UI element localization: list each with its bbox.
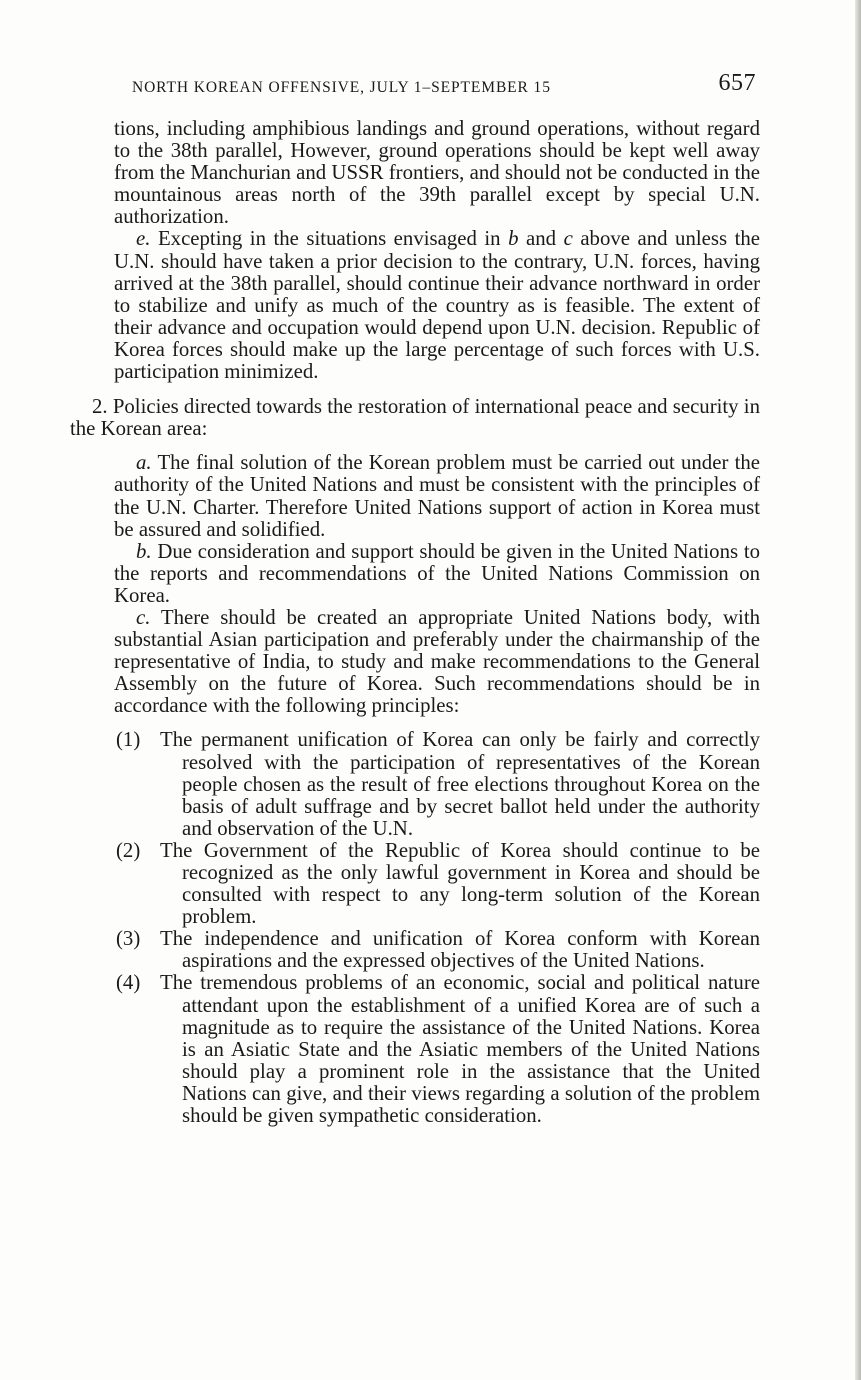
principle-item — [116, 838, 760, 929]
principle-text: The independence and unification of Korea conform with Korean aspirations and the expressed objectives of the United Nations. — [160, 927, 760, 973]
sub-item-a-text: The final solution of the Korean problem must be carried out under the authority of the United Nations and must be consistent with the principles of the U.N. Charter. Therefore United Nations support of action in Korea must be assured and solidified. — [114, 451, 760, 541]
page-number: 657 — [718, 70, 756, 96]
principles-list — [70, 729, 760, 1127]
sub-item-c-text: There should be created an appropriate United Nations body, with substantial Asian participation and preferably under the chairmanship of the representative of India, to study and make recommendations to the General Assembly on the future of Korea. Such recommendations should be in accordance with the following principles: — [114, 605, 760, 718]
item-e-mid: and — [518, 227, 564, 251]
item-e-letter: e. — [136, 227, 151, 251]
sub-item-a-letter: a. — [136, 451, 152, 475]
page-edge-shadow — [855, 0, 861, 1380]
principle-item — [116, 971, 760, 1128]
item-e-paragraph — [114, 228, 760, 383]
continuation-paragraph: tions, including amphibious landings and ground operations, without regard to the 38th parallel, However, ground operations should be kept well away from the Manchurian and USSR frontiers, and should not be conducted in the mountainous areas north of the 39th parallel except by special U.N. authorization. — [114, 117, 760, 229]
page-header — [132, 70, 756, 104]
principle-text: The tremendous problems of an economic, social and political nature attendant upon the establishment of a unified Korea are of such a magnitude as to require the assistance of the United Nations. Korea is an Asiatic State and the Asiatic members of the United Nations should play a prominent role in the assistance that the United Nations can give, and their views regarding a solution of the problem should be given sympathetic consideration. — [160, 971, 760, 1128]
principle-number: (3) — [116, 927, 141, 951]
principle-item — [116, 927, 760, 973]
principle-number: (2) — [116, 838, 141, 862]
sub-item-a — [114, 452, 760, 540]
running-head: NORTH KOREAN OFFENSIVE, JULY 1–SEPTEMBER 15 — [132, 79, 551, 96]
sub-item-b-letter: b. — [136, 539, 152, 563]
item-e-ref-b: b — [508, 227, 519, 251]
principle-text: The Government of the Republic of Korea should continue to be recognized as the only lawful government in Korea and should be consulted with respect to any long-term solution of the Korean problem. — [160, 838, 760, 929]
item-e-ref-c: c — [563, 227, 573, 251]
sub-item-b-text: Due consideration and support should be given in the United Nations to the reports and recommendations of the United Nations Commission on Korea. — [114, 539, 760, 607]
sub-item-c-letter: c. — [136, 605, 151, 629]
item-e-pre: Excepting in the situations envisaged in — [150, 227, 509, 251]
principle-number: (1) — [116, 728, 141, 752]
section-2-heading: 2. Policies directed towards the restoration of international peace and security in the Korean area: — [70, 395, 760, 441]
sub-item-c — [114, 607, 760, 717]
principle-text: The permanent unification of Korea can only be fairly and correctly resolved with the participation of representatives of the Korean people chosen as the result of free elections throughout Korea on the basis of adult suffrage and by secret ballot held under the authority and observation of the U.N. — [160, 728, 760, 840]
document-body — [70, 118, 760, 1127]
principle-item — [116, 728, 760, 840]
principle-number: (4) — [116, 971, 141, 995]
item-e-post: above and unless the U.N. should have taken a prior decision to the contrary, U.N. forces, having arrived at the 38th parallel, should continue their advance northward in order to stabilize and unify as much of the country as is feasible. The extent of their advance and occupation would depend upon U.N. decision. Republic of Korea forces should make up the large percentage of such forces with U.S. participation minimized. — [114, 227, 760, 384]
sub-item-b — [114, 541, 760, 607]
